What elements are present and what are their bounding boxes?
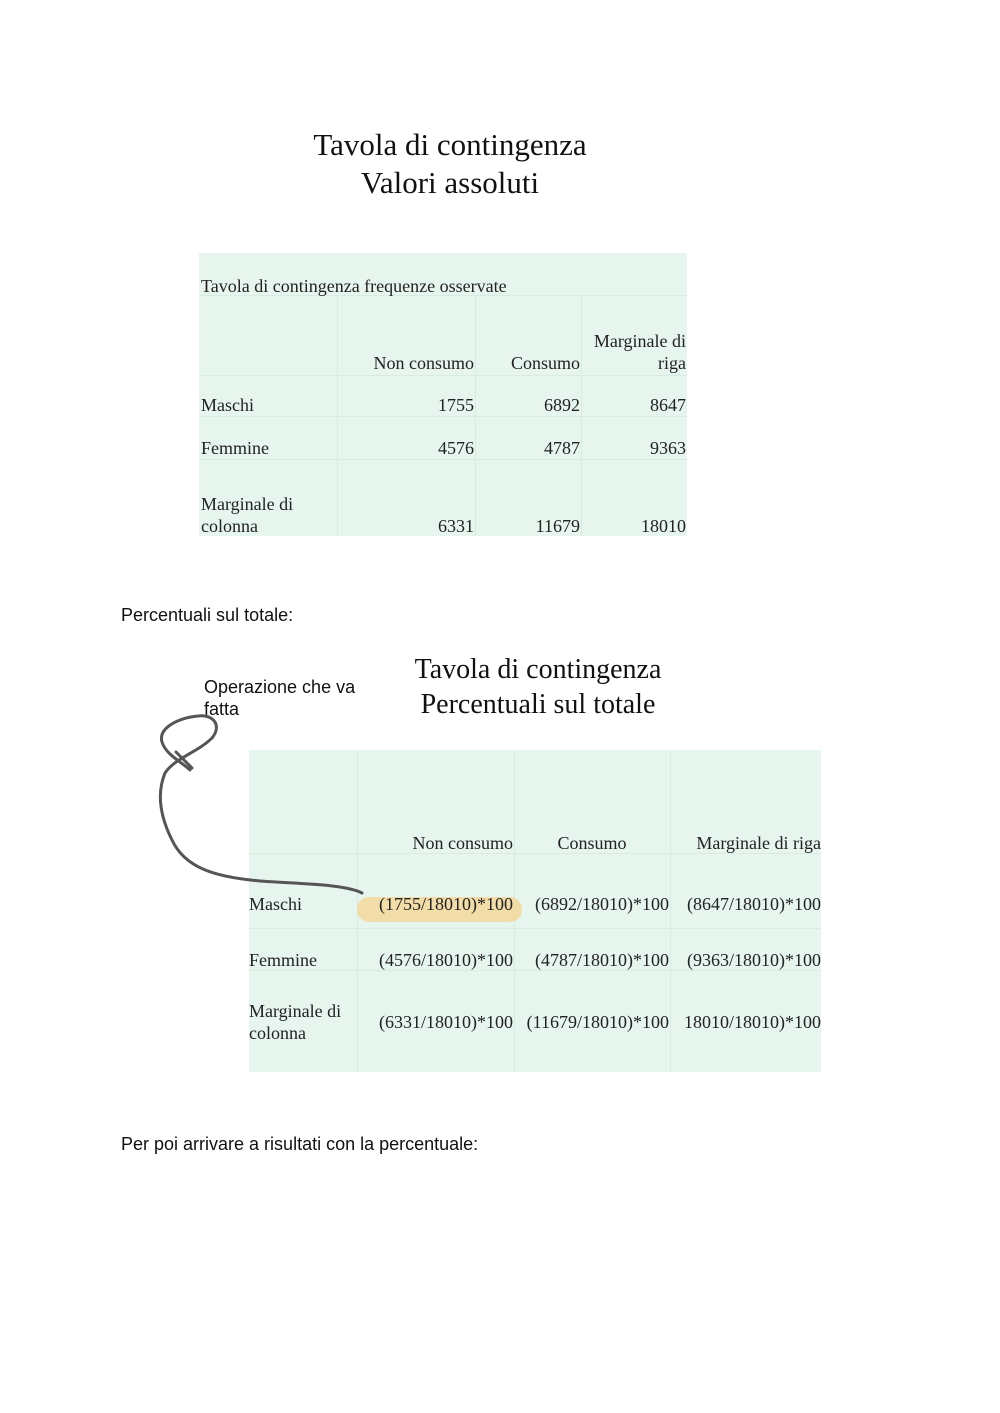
table1-cell: 8647 (650, 395, 686, 415)
table2-cell: (9363/18010)*100 (687, 950, 821, 970)
hand-drawn-stroke (160, 716, 362, 893)
table1-title-line2: Valori assoluti (360, 165, 540, 200)
table1-header-non-consumo: Non consumo (373, 353, 474, 373)
table2-header-non-consumo: Non consumo (412, 833, 513, 853)
table2-row-label-line1: Marginale di (249, 1001, 342, 1021)
table2-title-line2: Percentuali sul totale (420, 689, 656, 720)
table1-cell: 1755 (438, 395, 474, 415)
table2-row-label-line2: colonna (249, 1023, 306, 1043)
table1-cell: 11679 (535, 516, 580, 536)
table2-header-consumo: Consumo (557, 833, 627, 853)
table1-cell: 18010 (641, 516, 686, 536)
table1-cell: 4787 (544, 438, 580, 458)
table2-cell: (6331/18010)*100 (379, 1012, 513, 1032)
table1-row-label-line1: Marginale di (201, 494, 294, 514)
table1-cell: 4576 (438, 438, 474, 458)
annotation-line2: fatta (204, 699, 240, 719)
table1-cell: 6331 (438, 516, 474, 536)
table1-cell: 9363 (650, 438, 686, 458)
table1-title-line1: Tavola di contingenza (313, 127, 587, 162)
annotation-line1: Operazione che va (204, 677, 356, 697)
table2-row-label: Maschi (249, 894, 302, 914)
table1-header-marginale-riga-line1: Marginale di (593, 331, 686, 351)
table2-cell: (6892/18010)*100 (535, 894, 669, 914)
table1-header-consumo: Consumo (510, 353, 580, 373)
text-percentuali-totale: Percentuali sul totale: (121, 605, 294, 625)
table2-title-line1: Tavola di contingenza (414, 654, 662, 685)
table2-cell: (11679/18010)*100 (526, 1012, 669, 1032)
table2-header-marginale-riga: Marginale di riga (696, 833, 821, 853)
table2-cell: (4576/18010)*100 (379, 950, 513, 970)
table2-cell: (1755/18010)*100 (379, 894, 513, 914)
table1-caption: Tavola di contingenza frequenze osservate (201, 276, 507, 296)
table2-cell: (4787/18010)*100 (535, 950, 669, 970)
table1-header-marginale-riga-line2: riga (658, 353, 686, 373)
table1-row-label: Maschi (201, 395, 254, 415)
table1-cell: 6892 (544, 395, 580, 415)
table1-row-label-line2: colonna (201, 516, 258, 536)
table2-row-label: Femmine (249, 950, 317, 970)
table1-row-label: Femmine (201, 438, 269, 458)
table2-cell: (8647/18010)*100 (687, 894, 821, 914)
table2-cell: 18010/18010)*100 (684, 1012, 821, 1032)
text-per-poi: Per poi arrivare a risultati con la percentuale: (121, 1134, 479, 1154)
